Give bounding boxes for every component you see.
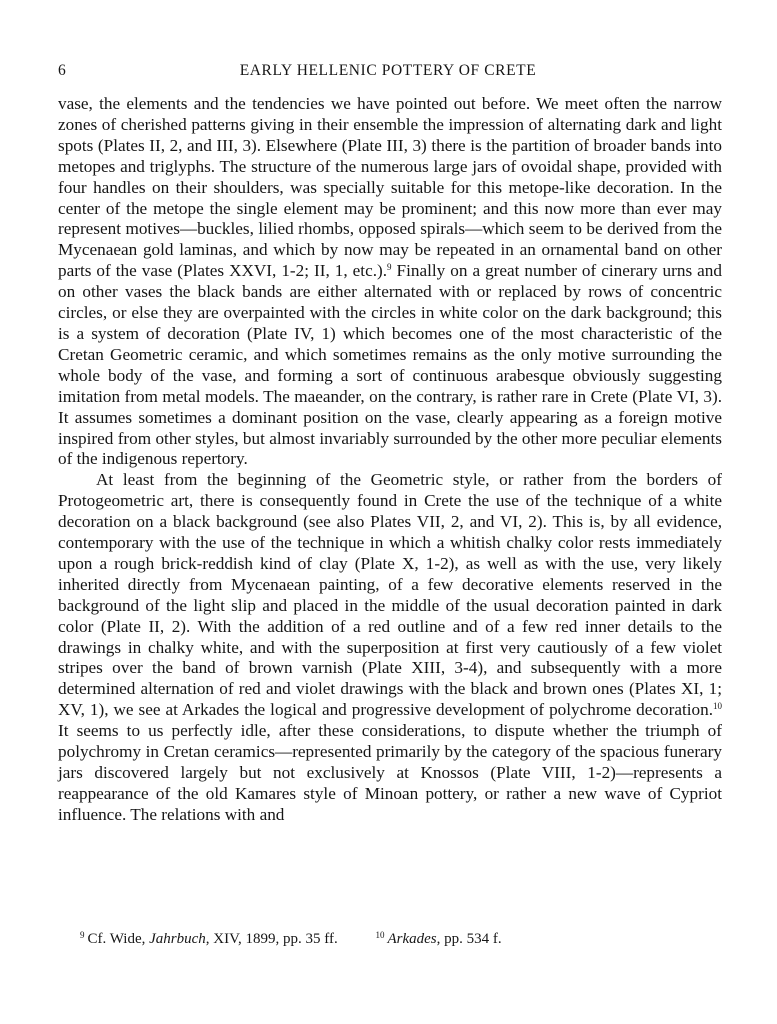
page-number: 6 (58, 62, 66, 79)
running-title: EARLY HELLENIC POTTERY OF CRETE (239, 62, 537, 79)
footnote-text: Cf. Wide, (87, 931, 150, 947)
paragraph-text: At least from the beginning of the Geometric style, or rather from the borders of Protogeometric art, there is consequently found in Crete the use of the technique of a white decoration on a black background (see also Plates VII, 2, and VI, 2). This is, by all evidence, contemporary with the use of the technique in which a whitish chalky color rests immediately upon a rough brick-reddish kind of clay (Plate X, 1-2), as well as with the use, very likely inherited directly from Mycenaean painting, of a few decorative elements reserved in the background of the light slip and placed in the middle of the usual decoration painted in dark color (Plate II, 2). With the addition of a red outline and of a few red inner details to the drawings in chalky white, and with the superposition at first very cautiously of a few violet stripes over the band of brown varnish (Plate XIII, 3-4), and subsequently with a more determined alternation of red and violet drawings with the black and brown ones (Plates XI, 1; XV, 1), we see at Arkades the logical and progressive development of polychrome decoration. (58, 470, 722, 720)
paragraph (58, 94, 722, 470)
paragraph-text: vase, the elements and the tendencies we have pointed out before. We meet often the narrow zones of cherished patterns giving in their ensemble the impression of alternating dark and light spots (Plates II, 2, and III, 3). Elsewhere (Plate III, 3) there is the partition of broader bands into metopes and triglyphs. The structure of the numerous large jars of ovoidal shape, provided with four handles on their shoulders, was specially suitable for this metope-like decoration. In the center of the metope the single element may be prominent; and this now more than ever may represent motives—buckles, lilied rhombs, opposed spirals—which seem to be derived from the Mycenaean gold laminas, and which by now may be repeated in an ornamental band on other parts of the vase (Plates XXVI, 1-2; II, 1, etc.). (58, 94, 722, 281)
paragraph (58, 470, 722, 825)
footnote-title: Jahrbuch (149, 931, 206, 947)
paragraph-text: Finally on a great number of cinerary urns and on other vases the black bands are either alternated with or replaced by rows of concentric circles, or else they are overpainted with the circles in white color on the dark background; this is a system of decoration (Plate IV, 1) which becomes one of the most characteristic of the Cretan Geometric ceramic, and which sometimes remains as the only motive surrounding the whole body of the vase, and forming a sort of continuous arabesque obviously suggesting imitation from metal models. The maeander, on the contrary, is rather rare in Crete (Plate VI, 3). It assumes sometimes a dominant position on the vase, clearly appearing as a foreign motive inspired from other styles, but almost invariably surrounded by the other more peculiar elements of the indigenous repertory. (58, 261, 722, 469)
paragraph-text: It seems to us perfectly idle, after these considerations, to dispute whether the triumph of polychromy in Cretan ceramics—represented primarily by the category of the spacious funerary jars discovered largely but not exclusively at Knossos (Plate VIII, 1-2)—represents a reappearance of the old Kamares style of Minoan pottery, or rather a new wave of Cypriot influence. The relations with and (58, 721, 722, 824)
footnote-title: Arkades (387, 931, 437, 947)
footnote-reference: 10 (713, 701, 722, 712)
running-head (58, 60, 718, 82)
footnote-text: , XIV, 1899, pp. 35 ff. (205, 931, 338, 947)
body-text (58, 94, 722, 826)
footnote-mark: 9 (80, 930, 85, 940)
footnote (80, 929, 338, 949)
footnote-text: , pp. 534 f. (436, 931, 502, 947)
footnote-mark: 10 (375, 930, 385, 940)
footnote-reference: 9 (387, 262, 392, 273)
footnote (375, 929, 501, 949)
footnotes (80, 929, 720, 949)
